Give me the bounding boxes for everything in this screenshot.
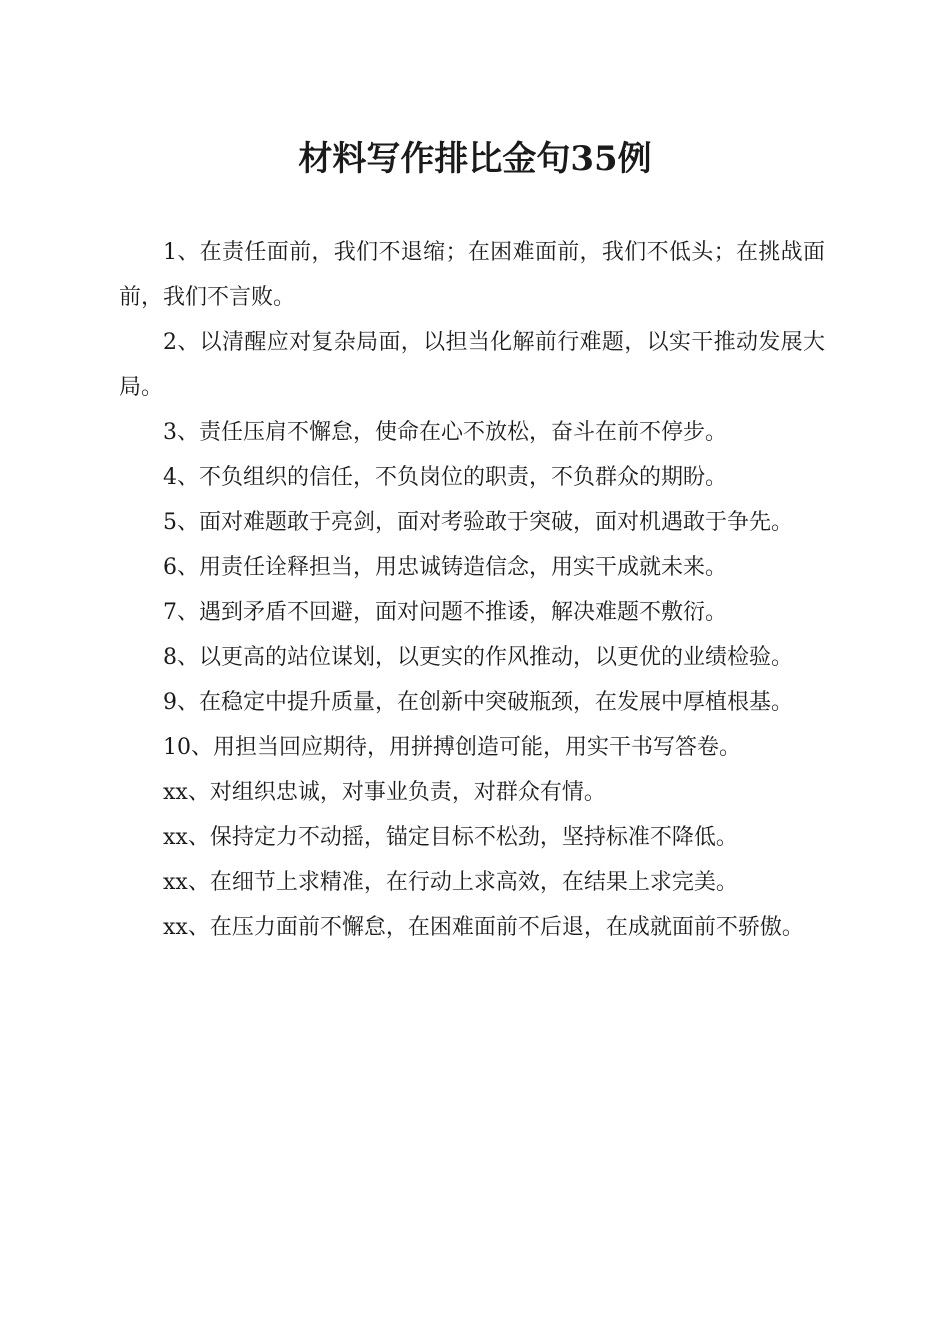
paragraph-2: 2、以清醒应对复杂局面，以担当化解前行难题，以实干推动发展大局。 <box>119 330 825 400</box>
paragraph-3: 3、责任压肩不懈怠，使命在心不放松，奋斗在前不停步。 <box>163 420 727 445</box>
paragraph-10: 10、用担当回应期待，用拼搏创造可能，用实干书写答卷。 <box>163 735 741 760</box>
paragraph-12: xx、保持定力不动摇，锚定目标不松劲，坚持标准不降低。 <box>163 825 738 850</box>
paragraph-13: xx、在细节上求精准，在行动上求高效，在结果上求完美。 <box>163 870 738 895</box>
paragraph-7: 7、遇到矛盾不回避，面对问题不推诿，解决难题不敷衍。 <box>163 600 727 625</box>
paragraph-6: 6、用责任诠释担当，用忠诚铸造信念，用实干成就未来。 <box>163 555 727 580</box>
paragraph-5: 5、面对难题敢于亮剑，面对考验敢于突破，面对机遇敢于争先。 <box>163 510 793 535</box>
paragraph-9: 9、在稳定中提升质量，在创新中突破瓶颈，在发展中厚植根基。 <box>163 690 793 715</box>
document-body <box>119 230 825 950</box>
paragraph-4: 4、不负组织的信任，不负岗位的职责，不负群众的期盼。 <box>163 465 727 490</box>
paragraph-8: 8、以更高的站位谋划，以更实的作风推动，以更优的业绩检验。 <box>163 645 793 670</box>
paragraph-1: 1、在责任面前，我们不退缩；在困难面前，我们不低头；在挑战面前，我们不言败。 <box>119 240 825 310</box>
paragraph-14: xx、在压力面前不懈怠，在困难面前不后退，在成就面前不骄傲。 <box>163 915 804 940</box>
document-title: 材料写作排比金句35例 <box>298 139 652 179</box>
paragraph-11: xx、对组织忠诚，对事业负责，对群众有情。 <box>163 780 606 805</box>
